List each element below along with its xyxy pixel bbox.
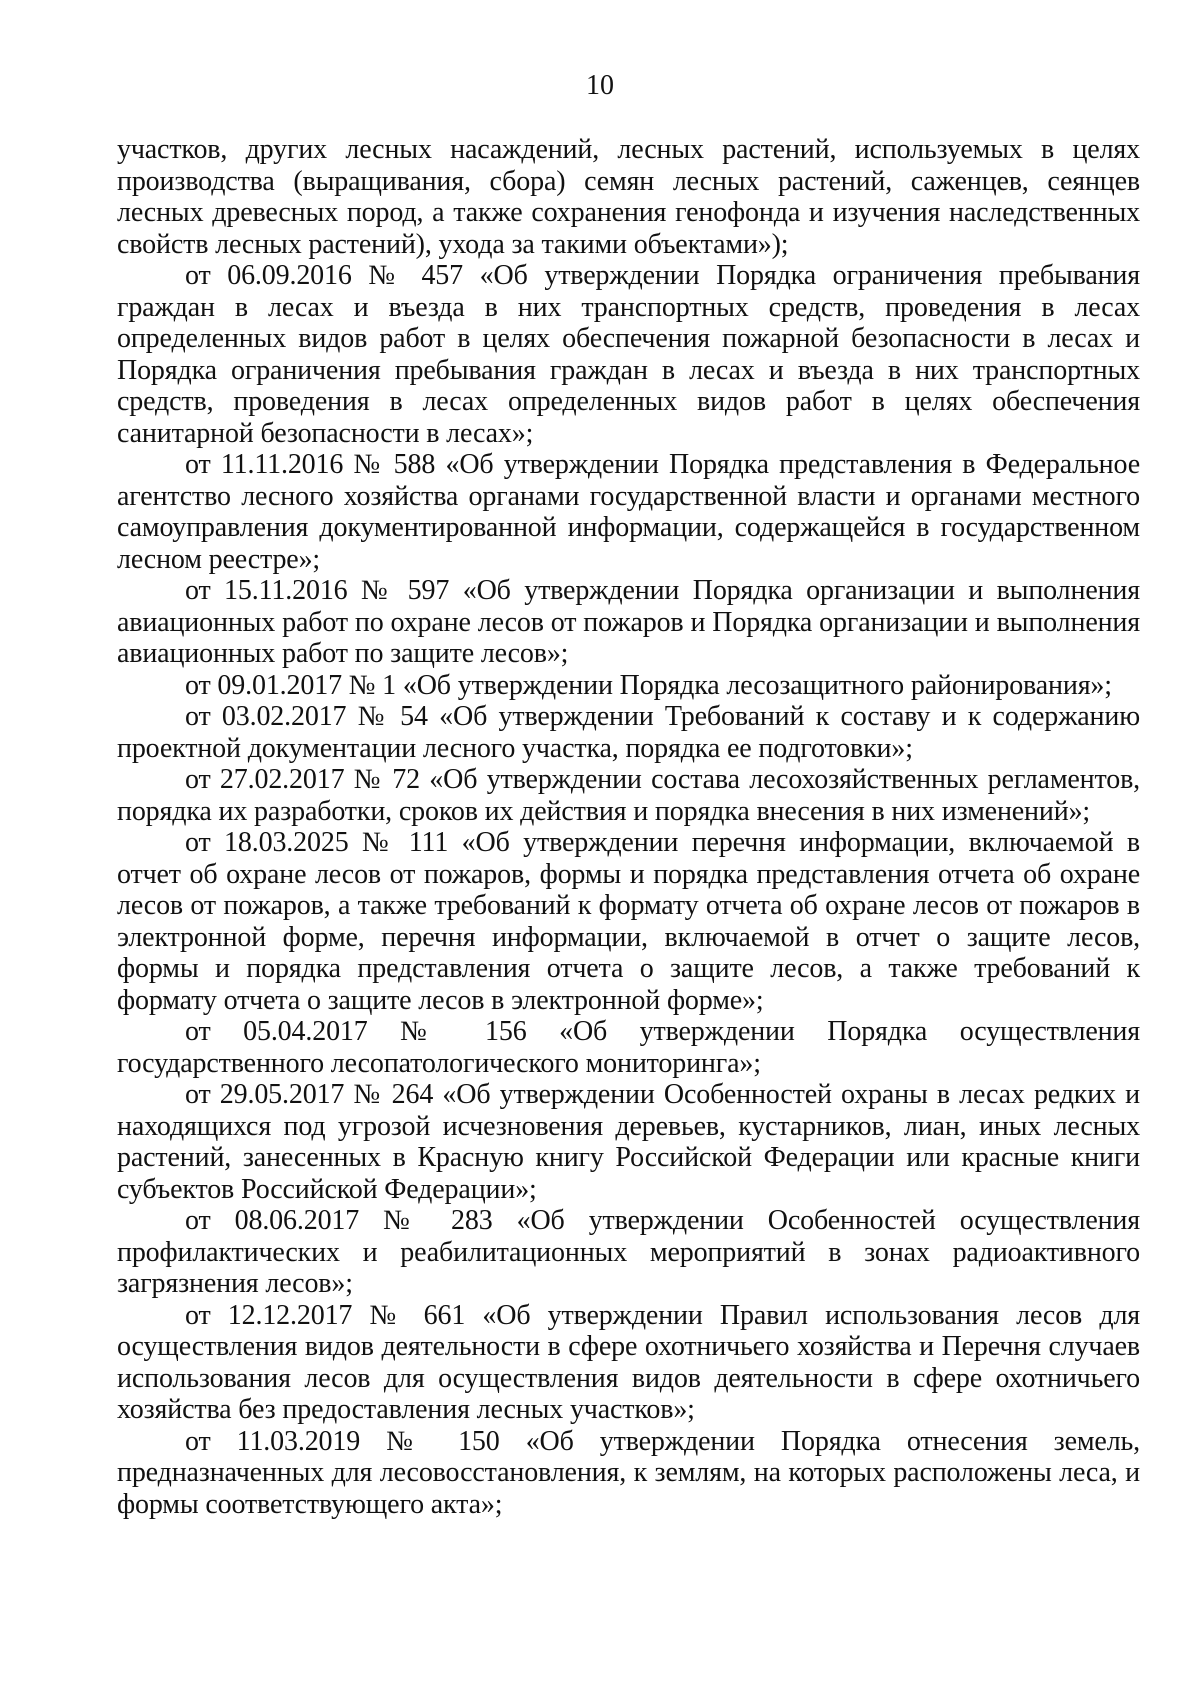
paragraph-order-283: от 08.06.2017 № 283 «Об утверждении Особенностей осуществления профилактических и реабилитационных мероприятий в зонах радиоактивного загрязнения лесов»; [117,1205,1140,1299]
paragraph-order-661: от 12.12.2017 № 661 «Об утверждении Правил использования лесов для осуществления видов деятельности в сфере охотничьего хозяйства и Перечня случаев использования лесов для осуществления видов деятельности в сфере охотничьего хозяйства без предоставления лесных участков»; [117,1299,1140,1425]
paragraph-order-1: от 09.01.2017 № 1 «Об утверждении Порядка лесозащитного районирования»; [185,669,1112,701]
paragraph-order-156: от 05.04.2017 № 156 «Об утверждении Порядка осуществления государственного лесопатологического мониторинга»; [117,1016,1140,1079]
document-body [117,134,1140,1520]
paragraph-order-111: от 18.03.2025 № 111 «Об утверждении перечня информации, включаемой в отчет об охране лесов от пожаров, формы и порядка представления отчета об охране лесов от пожаров, а также требований к формату отчета об охране лесов от пожаров в электронной форме, перечня информации, включаемой в отчет о защите лесов, формы и порядка представления отчета о защите лесов, а также требований к формату отчета о защите лесов в электронной форме»; [117,827,1140,1016]
paragraph-order-264: от 29.05.2017 № 264 «Об утверждении Особенностей охраны в лесах редких и находящихся под угрозой исчезновения деревьев, кустарников, лиан, иных лесных растений, занесенных в Красную книгу Российской Федерации или красные книги субъектов Российской Федерации»; [117,1079,1140,1205]
paragraph-order-54: от 03.02.2017 № 54 «Об утверждении Требований к составу и к содержанию проектной документации лесного участка, порядка ее подготовки»; [117,701,1140,764]
page-number: 10 [586,70,614,101]
paragraph-order-457: от 06.09.2016 № 457 «Об утверждении Порядка ограничения пребывания граждан в лесах и въезда в них транспортных средств, проведения в лесах определенных видов работ в целях обеспечения пожарной безопасности в лесах и Порядка ограничения пребывания граждан в лесах и въезда в них транспортных средств, проведения в лесах определенных видов работ в целях обеспечения санитарной безопасности в лесах»; [117,260,1140,449]
paragraph-order-72: от 27.02.2017 № 72 «Об утверждении состава лесохозяйственных регламентов, порядка их разработки, сроков их действия и порядка внесения в них изменений»; [117,764,1140,827]
paragraph-order-588: от 11.11.2016 № 588 «Об утверждении Порядка представления в Федеральное агентство лесного хозяйства органами государственной власти и органами местного самоуправления документированной информации, содержащейся в государственном лесном реестре»; [117,449,1140,575]
paragraph-continuation: участков, других лесных насаждений, лесных растений, используемых в целях производства (выращивания, сбора) семян лесных растений, саженцев, сеянцев лесных древесных пород, а также сохранения генофонда и изучения наследственных свойств лесных растений), ухода за такими объектами»); [117,134,1140,260]
paragraph-order-597: от 15.11.2016 № 597 «Об утверждении Порядка организации и выполнения авиационных работ по охране лесов от пожаров и Порядка организации и выполнения авиационных работ по защите лесов»; [117,575,1140,669]
paragraph-order-150: от 11.03.2019 № 150 «Об утверждении Порядка отнесения земель, предназначенных для лесовосстановления, к землям, на которых расположены леса, и формы соответствующего акта»; [117,1425,1140,1520]
